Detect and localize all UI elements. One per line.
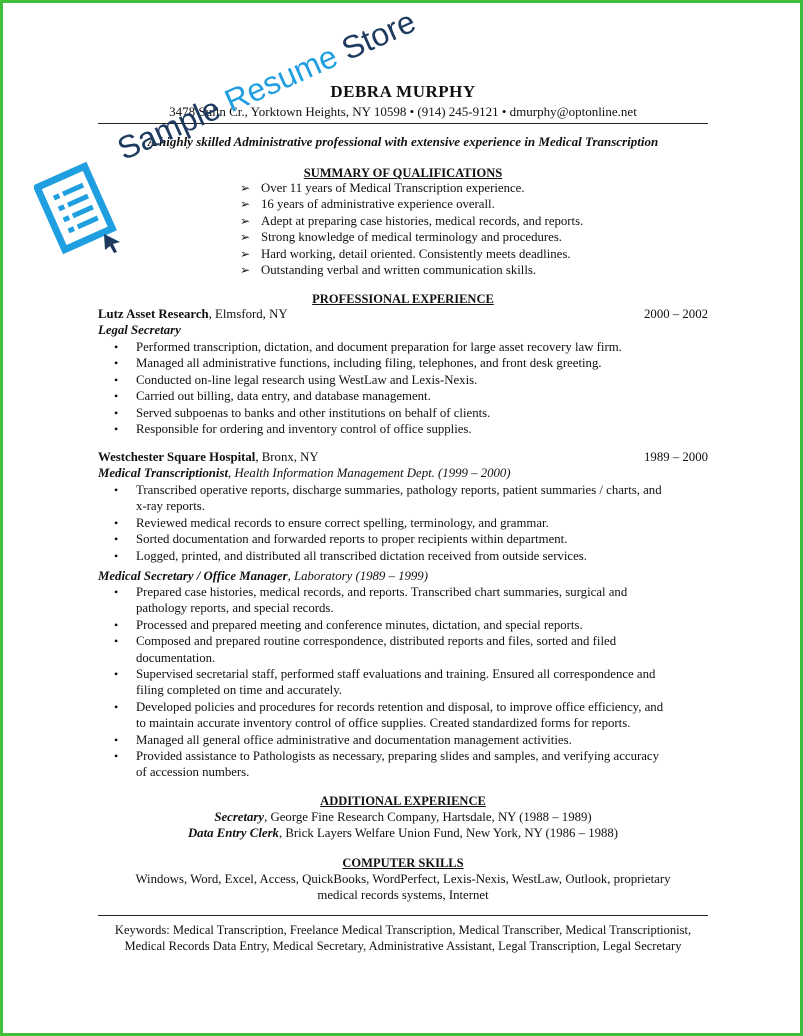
job2-role2-detail: , Laboratory (1989 – 1999): [287, 569, 428, 583]
bullet-icon: •: [114, 405, 119, 420]
arrow-bullet-icon: ➢: [240, 197, 251, 212]
job1-role: Legal Secretary: [98, 323, 181, 337]
bullet-icon: •: [114, 732, 119, 747]
list-item: Composed and prepared routine correspondence, distributed reports and files, sorted and filed: [136, 634, 617, 649]
list-item: Processed and prepared meeting and conference minutes, dictation, and special reports.: [136, 617, 583, 632]
additional-line2: [98, 825, 708, 841]
watermark-brand-accent: Resume: [219, 37, 343, 120]
list-item: Carried out billing, data entry, and database management.: [136, 389, 431, 404]
list-item: Managed all general office administrative and documentation management activities.: [136, 732, 572, 747]
list-item: Conducted on-line legal research using WestLaw and Lexis-Nexis.: [136, 372, 478, 387]
list-item: Prepared case histories, medical records, and reports. Transcribed chart summaries, surgical and: [136, 585, 628, 599]
list-item: Responsible for ordering and inventory control of office supplies.: [136, 422, 472, 436]
list-item: to maintain accurate inventory control of office supplies. Created standardized forms for reports.: [136, 716, 631, 731]
job2-employer: Westchester Square Hospital: [98, 450, 256, 464]
job2-role2: [98, 568, 428, 584]
list-item: pathology reports, and special records.: [136, 601, 334, 616]
bullet-icon: •: [114, 389, 119, 404]
job2-role1-title: Medical Transcriptionist: [98, 466, 228, 480]
bullet-icon: •: [114, 548, 119, 563]
list-item: Provided assistance to Pathologists as necessary, preparing slides and samples, and verifying accuracy: [136, 749, 659, 763]
bullet-icon: •: [114, 634, 119, 649]
list-item: Managed all administrative functions, including filing, telephones, and front desk greeting.: [136, 356, 602, 371]
arrow-bullet-icon: ➢: [240, 181, 251, 195]
list-item: Over 11 years of Medical Transcription experience.: [261, 181, 525, 195]
tagline: A highly skilled Administrative professional with extensive experience in Medical Transcription: [147, 134, 659, 149]
list-item: Supervised secretarial staff, performed staff evaluations and training. Ensured all correspondence and: [136, 667, 656, 681]
bullet-icon: •: [114, 667, 119, 681]
summary-title: SUMMARY OF QUALIFICATIONS: [303, 166, 503, 180]
watermark-brand-tail: Store: [336, 3, 421, 68]
bullet-icon: •: [114, 532, 119, 547]
bullet-icon: •: [114, 585, 119, 599]
keywords-line2: Medical Records Data Entry, Medical Secretary, Administrative Assistant, Legal Transcription, Legal Secretary: [124, 939, 682, 953]
list-item: Reviewed medical records to ensure correct spelling, terminology, and grammar.: [136, 515, 549, 530]
list-item: Logged, printed, and distributed all transcribed dictation received from outside services.: [136, 548, 587, 563]
arrow-bullet-icon: ➢: [240, 246, 251, 261]
footer-rule: [98, 915, 708, 916]
job2-role1-detail: , Health Information Management Dept. (1999 – 2000): [228, 466, 511, 480]
bullet-icon: •: [114, 372, 119, 387]
list-item: Performed transcription, dictation, and document preparation for large asset recovery law firm.: [136, 340, 622, 354]
experience-title: PROFESSIONAL EXPERIENCE: [312, 292, 494, 306]
list-item: x-ray reports.: [136, 499, 205, 514]
list-item: Sorted documentation and forwarded reports to proper recipients within department.: [136, 532, 568, 547]
skills-line2: medical records systems, Internet: [317, 888, 489, 902]
job2-dates: 1989 – 2000: [644, 450, 708, 464]
bullet-icon: •: [114, 340, 119, 354]
bullet-icon: •: [114, 356, 119, 371]
additional-role2: Data Entry Clerk: [187, 826, 279, 840]
skills-line1: Windows, Word, Excel, Access, QuickBooks, WordPerfect, Lexis-Nexis, WestLaw, Outlook, proprietary: [135, 872, 671, 886]
additional-role1: Secretary: [214, 810, 265, 824]
keywords-line1: Keywords: Medical Transcription, Freelance Medical Transcription, Medical Transcriber, Medical Transcriptionist,: [114, 923, 692, 937]
arrow-bullet-icon: ➢: [240, 213, 251, 228]
list-item: Hard working, detail oriented. Consistently meets deadlines.: [261, 246, 571, 261]
contact-line: 3478 Sulin Cr., Yorktown Heights, NY 10598 • (914) 245-9121 • dmurphy@optonline.net: [169, 104, 637, 119]
job1-location: , Elmsford, NY: [208, 307, 288, 321]
arrow-bullet-icon: ➢: [240, 230, 251, 245]
job1-employer: Lutz Asset Research: [98, 307, 209, 321]
job2-header: [98, 449, 319, 465]
list-item: documentation.: [136, 650, 216, 665]
bullet-icon: •: [114, 515, 119, 530]
bullet-icon: •: [114, 617, 119, 632]
additional-rest1: , George Fine Research Company, Hartsdale, NY (1988 – 1989): [264, 810, 592, 824]
job2-location: , Bronx, NY: [255, 450, 319, 464]
additional-rest2: , Brick Layers Welfare Union Fund, New York, NY (1986 – 1988): [278, 826, 619, 840]
bullet-icon: •: [114, 483, 119, 497]
list-item: Transcribed operative reports, discharge summaries, pathology reports, patient summaries / charts, and: [136, 483, 662, 497]
document-icon: [34, 160, 126, 260]
bullet-icon: •: [114, 422, 119, 436]
list-item: Developed policies and procedures for records retention and disposal, to improve office efficiency, and: [136, 699, 664, 714]
additional-title: ADDITIONAL EXPERIENCE: [320, 794, 486, 808]
list-item: Outstanding verbal and written communication skills.: [261, 263, 537, 277]
watermark-brand-dark: Sample: [112, 89, 226, 167]
list-item: filing completed on time and accurately.: [136, 683, 342, 698]
skills-title: COMPUTER SKILLS: [342, 856, 464, 870]
list-item: 16 years of administrative experience overall.: [261, 197, 495, 212]
bullet-icon: •: [114, 749, 119, 763]
job2-role1: [98, 465, 511, 481]
candidate-name: DEBRA MURPHY: [330, 82, 476, 101]
job1-header: [98, 306, 288, 322]
arrow-bullet-icon: ➢: [240, 263, 251, 277]
list-item: Adept at preparing case histories, medical records, and reports.: [261, 213, 584, 228]
bullet-icon: •: [114, 699, 119, 714]
list-item: Strong knowledge of medical terminology and procedures.: [261, 230, 563, 245]
list-item: Served subpoenas to banks and other institutions on behalf of clients.: [136, 405, 491, 420]
job2-role2-title: Medical Secretary / Office Manager: [98, 569, 288, 583]
job1-dates: 2000 – 2002: [644, 307, 708, 321]
additional-line1: [98, 809, 708, 825]
list-item: of accession numbers.: [136, 765, 250, 780]
